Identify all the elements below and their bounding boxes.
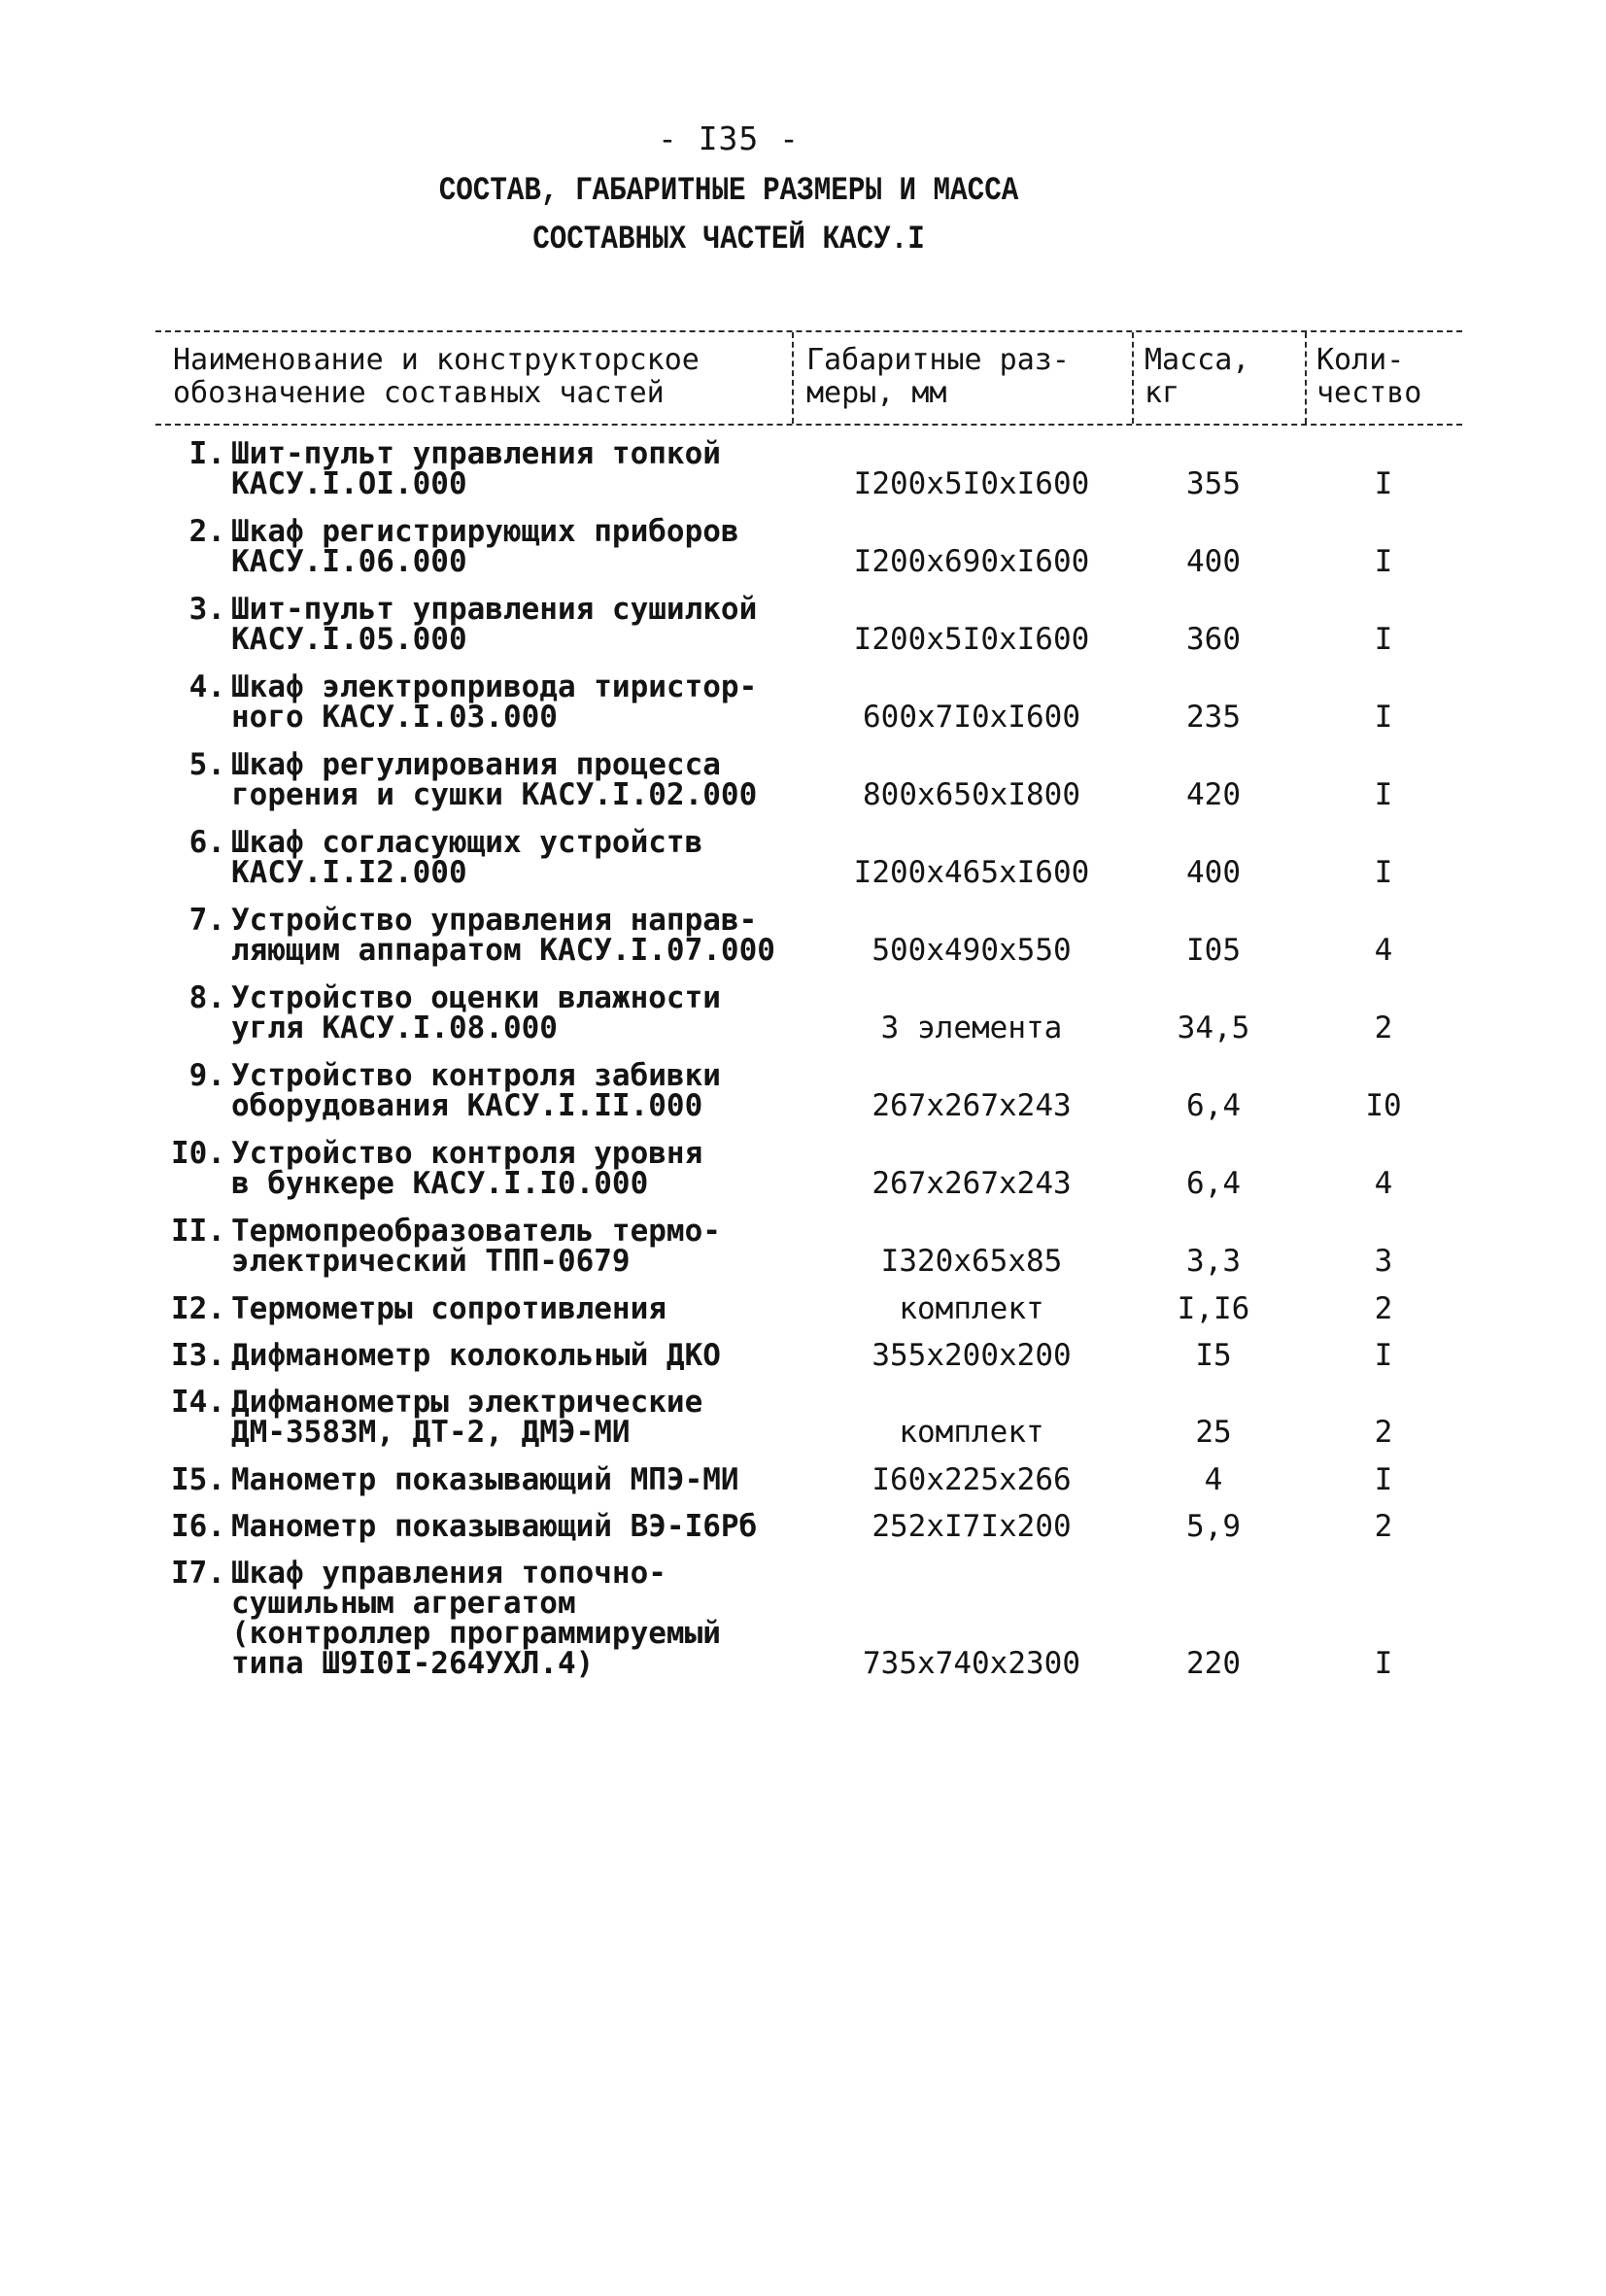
document-title-line-1: СОСТАВ, ГАБАРИТНЫЕ РАЗМЕРЫ И МАССА bbox=[438, 173, 1019, 210]
row-mass: I5 bbox=[1195, 1338, 1232, 1373]
row-number: I7. bbox=[171, 1556, 225, 1591]
row-quantity: I bbox=[1374, 700, 1393, 735]
row-number: 5. bbox=[188, 747, 225, 782]
table-row bbox=[155, 825, 1462, 890]
row-mass: 3,3 bbox=[1186, 1244, 1241, 1279]
row-dimensions: 735x740x2300 bbox=[863, 1646, 1080, 1681]
row-dimensions: комплект bbox=[899, 1291, 1044, 1326]
row-name: Устройство оценки влажности угля КАСУ.I.08.000 bbox=[231, 980, 721, 1045]
row-dimensions: 3 элемента bbox=[880, 1011, 1063, 1045]
row-number: I2. bbox=[171, 1291, 225, 1326]
row-dimensions: 500x490x550 bbox=[871, 933, 1072, 968]
row-mass: 220 bbox=[1186, 1646, 1241, 1681]
document-title-line-2: СОСТАВНЫХ ЧАСТЕЙ КАСУ.I bbox=[532, 222, 925, 258]
row-mass: 6,4 bbox=[1186, 1088, 1241, 1123]
table-row bbox=[155, 592, 1462, 657]
header-dimensions: Габаритные раз- меры, мм bbox=[806, 343, 1070, 410]
row-number: 3. bbox=[188, 592, 225, 627]
header-divider bbox=[1132, 332, 1134, 424]
row-mass: 5,9 bbox=[1186, 1509, 1241, 1544]
table-row bbox=[155, 436, 1462, 501]
header-divider bbox=[792, 332, 794, 424]
row-quantity: I bbox=[1374, 777, 1393, 812]
row-dimensions: 355x200x200 bbox=[871, 1338, 1072, 1373]
row-name: Шкаф регистрирующих приборов КАСУ.I.06.000 bbox=[231, 514, 739, 579]
row-dimensions: 267x267x243 bbox=[871, 1166, 1072, 1201]
header-divider bbox=[1305, 332, 1307, 424]
row-dimensions: 600x7I0xI600 bbox=[863, 700, 1080, 735]
table-header bbox=[155, 332, 1462, 424]
table-row bbox=[155, 1556, 1462, 1681]
table-row bbox=[155, 980, 1462, 1045]
row-quantity: I bbox=[1374, 622, 1393, 657]
row-quantity: I0 bbox=[1365, 1088, 1402, 1123]
row-quantity: I bbox=[1374, 544, 1393, 579]
row-quantity: 2 bbox=[1374, 1509, 1393, 1544]
row-quantity: I bbox=[1374, 855, 1393, 890]
table-row bbox=[155, 903, 1462, 968]
row-number: I. bbox=[188, 436, 225, 471]
page-number: - I35 - bbox=[657, 120, 801, 157]
row-quantity: 4 bbox=[1374, 933, 1393, 968]
row-dimensions: 267x267x243 bbox=[871, 1088, 1072, 1123]
table-row bbox=[155, 1462, 1462, 1497]
row-mass: 235 bbox=[1186, 700, 1241, 735]
row-mass: 400 bbox=[1186, 855, 1241, 890]
row-number: 2. bbox=[188, 514, 225, 549]
table-row bbox=[155, 1136, 1462, 1201]
row-dimensions: 800x650xI800 bbox=[863, 777, 1080, 812]
row-number: I6. bbox=[171, 1509, 225, 1544]
row-quantity: I bbox=[1374, 1462, 1393, 1497]
row-mass: 4 bbox=[1204, 1462, 1223, 1497]
row-mass: I,I6 bbox=[1177, 1291, 1250, 1326]
row-dimensions: I320x65x85 bbox=[880, 1244, 1063, 1279]
row-name: Дифманометр колокольный ДКО bbox=[231, 1338, 721, 1373]
row-number: I5. bbox=[171, 1462, 225, 1497]
row-number: I3. bbox=[171, 1338, 225, 1373]
row-quantity: I bbox=[1374, 1338, 1393, 1373]
row-mass: 360 bbox=[1186, 622, 1241, 657]
row-quantity: I bbox=[1374, 466, 1393, 501]
row-quantity: 2 bbox=[1374, 1415, 1393, 1450]
row-name: Термопреобразователь термо- электрический ТПП-0679 bbox=[231, 1214, 721, 1279]
row-name: Манометр показывающий ВЭ-I6Рб bbox=[231, 1509, 758, 1544]
row-number: 6. bbox=[188, 825, 225, 860]
row-dimensions: 252xI7Ix200 bbox=[871, 1509, 1072, 1544]
row-dimensions: I200x465xI600 bbox=[853, 855, 1090, 890]
row-number: 8. bbox=[188, 980, 225, 1015]
row-mass: 34,5 bbox=[1177, 1011, 1250, 1045]
table-row bbox=[155, 1291, 1462, 1326]
row-name: Шкаф электропривода тиристор- ного КАСУ.I.03.000 bbox=[231, 669, 758, 735]
row-name: Термометры сопротивления bbox=[231, 1291, 666, 1326]
row-quantity: 2 bbox=[1374, 1011, 1393, 1045]
row-name: Устройство контроля уровня в бункере КАСУ.I.I0.000 bbox=[231, 1136, 703, 1201]
table-header-rule bbox=[155, 424, 1462, 426]
table-body bbox=[155, 436, 1462, 1681]
row-number: 9. bbox=[188, 1058, 225, 1093]
row-quantity: I bbox=[1374, 1646, 1393, 1681]
row-number: II. bbox=[171, 1214, 225, 1249]
table-row bbox=[155, 1385, 1462, 1450]
row-quantity: 4 bbox=[1374, 1166, 1393, 1201]
table-row bbox=[155, 1338, 1462, 1373]
row-dimensions: I60x225x266 bbox=[871, 1462, 1072, 1497]
row-mass: 6,4 bbox=[1186, 1166, 1241, 1201]
header-quantity: Коли- чество bbox=[1316, 343, 1422, 410]
row-mass: I05 bbox=[1186, 933, 1241, 968]
row-name: Шкаф согласующих устройств КАСУ.I.I2.000 bbox=[231, 825, 703, 890]
row-number: 7. bbox=[188, 903, 225, 938]
table-row bbox=[155, 1509, 1462, 1544]
row-name: Устройство управления направ- ляющим аппаратом КАСУ.I.07.000 bbox=[231, 903, 775, 968]
table-row bbox=[155, 747, 1462, 812]
row-quantity: 2 bbox=[1374, 1291, 1393, 1326]
row-dimensions: I200x690xI600 bbox=[853, 544, 1090, 579]
row-quantity: 3 bbox=[1374, 1244, 1393, 1279]
row-number: I0. bbox=[171, 1136, 225, 1171]
components-table bbox=[155, 330, 1462, 1696]
table-row bbox=[155, 1214, 1462, 1279]
row-dimensions: комплект bbox=[899, 1415, 1044, 1450]
table-row bbox=[155, 1058, 1462, 1123]
row-dimensions: I200x5I0xI600 bbox=[853, 466, 1090, 501]
row-name: Шкаф регулирования процесса горения и сушки КАСУ.I.02.000 bbox=[231, 747, 758, 812]
row-name: Дифманометры электрические ДМ-3583М, ДТ-2, ДМЭ-МИ bbox=[231, 1385, 703, 1450]
header-mass: Масса, кг bbox=[1145, 343, 1250, 410]
row-name: Манометр показывающий МПЭ-МИ bbox=[231, 1462, 739, 1497]
row-name: Устройство контроля забивки оборудования КАСУ.I.II.000 bbox=[231, 1058, 721, 1123]
row-number: I4. bbox=[171, 1385, 225, 1420]
row-name: Шкаф управления топочно- сушильным агрегатом (контроллер программируемый типа Ш9I0I-264УХЛ.4) bbox=[231, 1556, 721, 1681]
row-name: Шит-пульт управления топкой КАСУ.I.OI.000 bbox=[231, 436, 721, 501]
row-number: 4. bbox=[188, 669, 225, 704]
header-name: Наименование и конструкторское обозначение составных частей bbox=[173, 343, 700, 410]
row-mass: 355 bbox=[1186, 466, 1241, 501]
row-dimensions: I200x5I0xI600 bbox=[853, 622, 1090, 657]
row-mass: 25 bbox=[1195, 1415, 1232, 1450]
table-row bbox=[155, 514, 1462, 579]
row-name: Шит-пульт управления сушилкой КАСУ.I.05.000 bbox=[231, 592, 758, 657]
table-row bbox=[155, 669, 1462, 735]
row-mass: 420 bbox=[1186, 777, 1241, 812]
row-mass: 400 bbox=[1186, 544, 1241, 579]
